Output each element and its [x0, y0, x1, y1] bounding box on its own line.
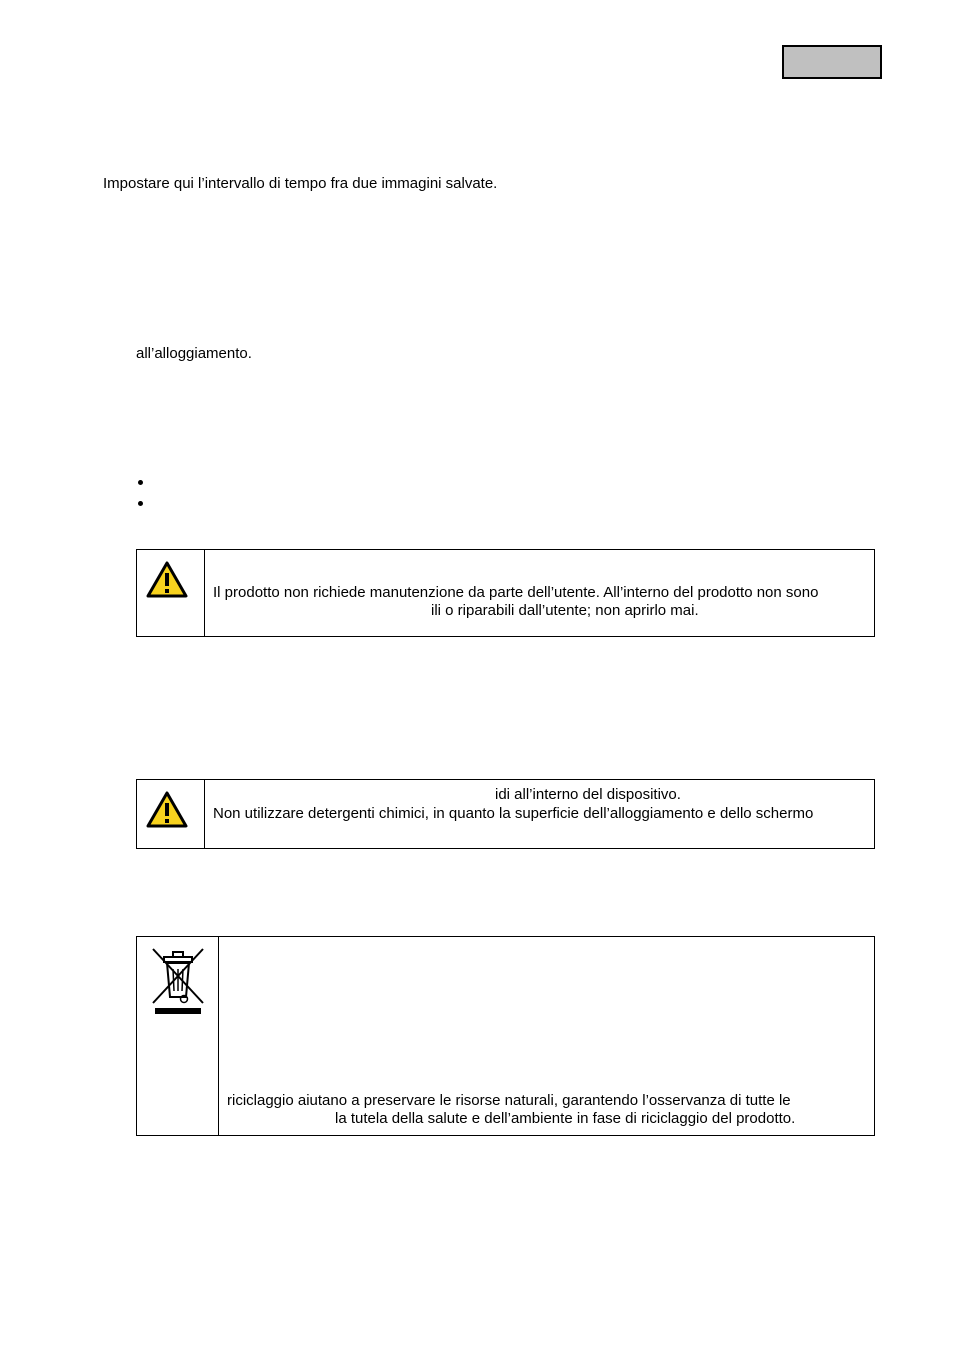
- cleaning-warning-box: [136, 779, 875, 849]
- disposal-text-line2: la tutela della salute e dell’ambiente in fase di riciclaggio del prodotto.: [335, 1110, 796, 1127]
- disposal-info-box: [136, 936, 875, 1136]
- warning-triangle-icon: [145, 790, 189, 830]
- cleaning-warning-line2: Non utilizzare detergenti chimici, in quanto la superficie dell’alloggiamento e dello schermo: [213, 805, 814, 822]
- maintenance-warning-line2: ili o riparabili dall’utente; non aprirlo mai.: [431, 602, 699, 619]
- disposal-text-line1: riciclaggio aiutano a preservare le risorse naturali, garantendo l’osservanza di tutte le: [227, 1092, 791, 1109]
- maintenance-warning-box: [136, 549, 875, 637]
- crossed-out-wheelie-bin-icon: [149, 945, 207, 1015]
- maintenance-warning-line1: Il prodotto non richiede manutenzione da parte dell’utente. All’interno del prodotto non sono: [213, 584, 819, 601]
- language-tab-box: [782, 45, 882, 79]
- bullet-point: [138, 480, 143, 485]
- bullet-point: [138, 501, 143, 506]
- cleaning-warning-line1: idi all’interno del dispositivo.: [495, 786, 681, 803]
- interval-description: Impostare qui l’intervallo di tempo fra due immagini salvate.: [103, 175, 498, 192]
- housing-text: all’alloggiamento.: [136, 345, 252, 362]
- warning-triangle-icon: [145, 560, 189, 600]
